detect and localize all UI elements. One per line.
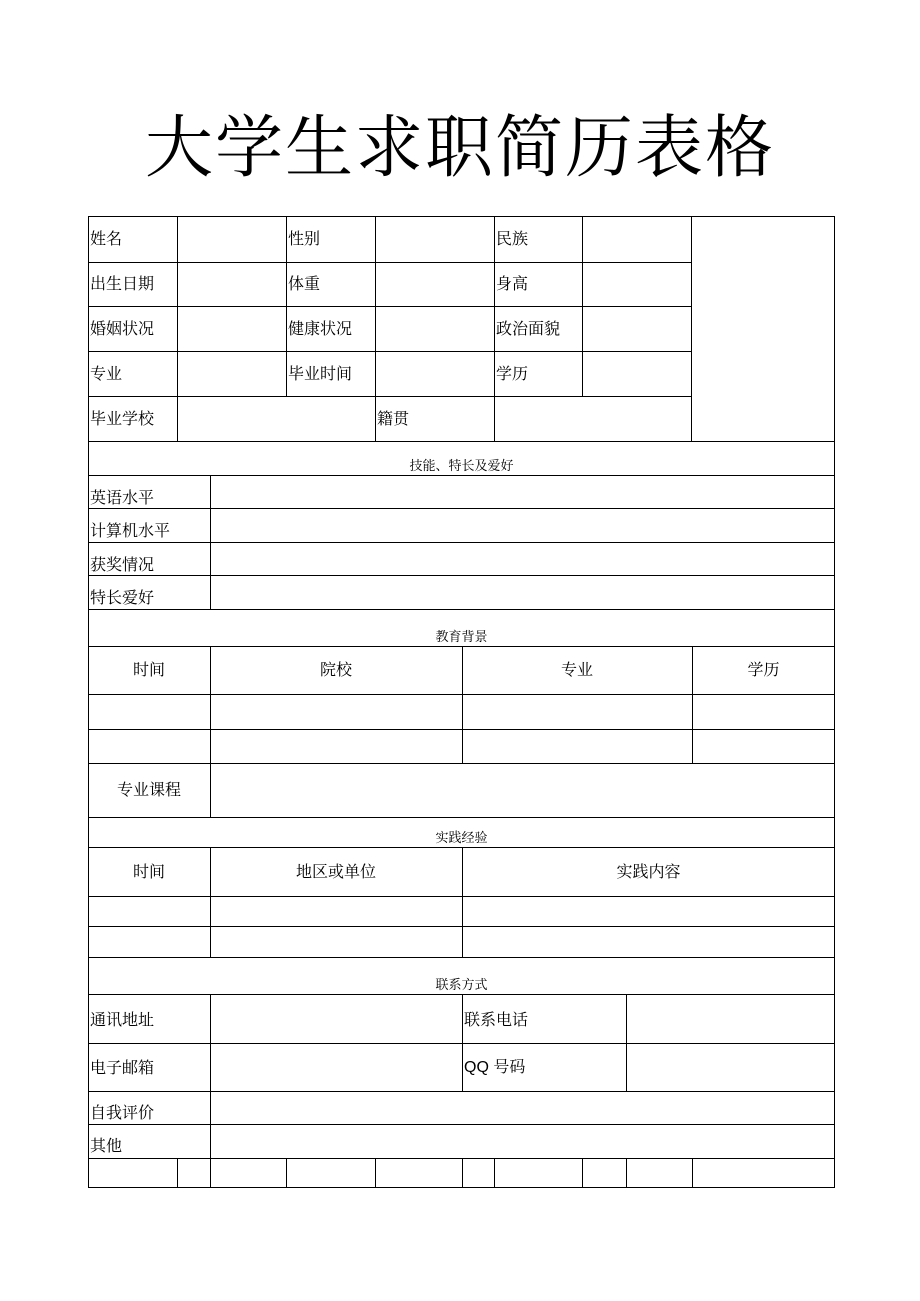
weight-label: 体重: [288, 274, 321, 293]
courses-label: 专业课程: [116, 780, 181, 799]
practice-col-org: 地区或单位: [295, 862, 376, 881]
education-section-title: 教育背景: [435, 630, 488, 645]
practice-section-title: 实践经验: [435, 831, 488, 846]
awards-label: 获奖情况: [90, 555, 155, 574]
native-place-label: 籍贯: [377, 409, 410, 428]
resume-form-table: [88, 216, 835, 1188]
address-label: 通讯地址: [90, 1010, 155, 1029]
skills-section-title: 技能、特长及爱好: [409, 459, 514, 474]
computer-level-label: 计算机水平: [90, 521, 171, 540]
name-label: 姓名: [90, 229, 123, 248]
contact-section-title: 联系方式: [435, 978, 488, 993]
health-status-label: 健康状况: [288, 319, 353, 338]
page-title: 大学生求职简历表格: [144, 109, 775, 188]
practice-col-content: 实践内容: [616, 862, 681, 881]
education-col-time: 时间: [132, 660, 165, 679]
marital-status-label: 婚姻状况: [90, 319, 155, 338]
practice-col-time: 时间: [132, 862, 165, 881]
english-level-label: 英语水平: [90, 488, 155, 507]
qq-label: QQ 号码: [464, 1059, 526, 1076]
major-label: 专业: [90, 364, 123, 383]
email-label: 电子邮箱: [90, 1058, 155, 1077]
ethnicity-label: 民族: [496, 229, 529, 248]
education-col-major: 专业: [560, 660, 593, 679]
other-label: 其他: [90, 1136, 123, 1155]
hobbies-label: 特长爱好: [90, 588, 155, 607]
height-label: 身高: [496, 274, 529, 293]
education-col-degree: 学历: [747, 660, 780, 679]
education-col-school: 院校: [319, 660, 352, 679]
political-status-label: 政治面貌: [496, 319, 561, 338]
self-evaluation-label: 自我评价: [90, 1103, 155, 1122]
graduation-time-label: 毕业时间: [288, 364, 353, 383]
degree-label: 学历: [496, 364, 529, 383]
birthdate-label: 出生日期: [90, 274, 155, 293]
phone-label: 联系电话: [464, 1010, 529, 1029]
graduation-school-label: 毕业学校: [90, 409, 155, 428]
gender-label: 性别: [288, 229, 321, 248]
